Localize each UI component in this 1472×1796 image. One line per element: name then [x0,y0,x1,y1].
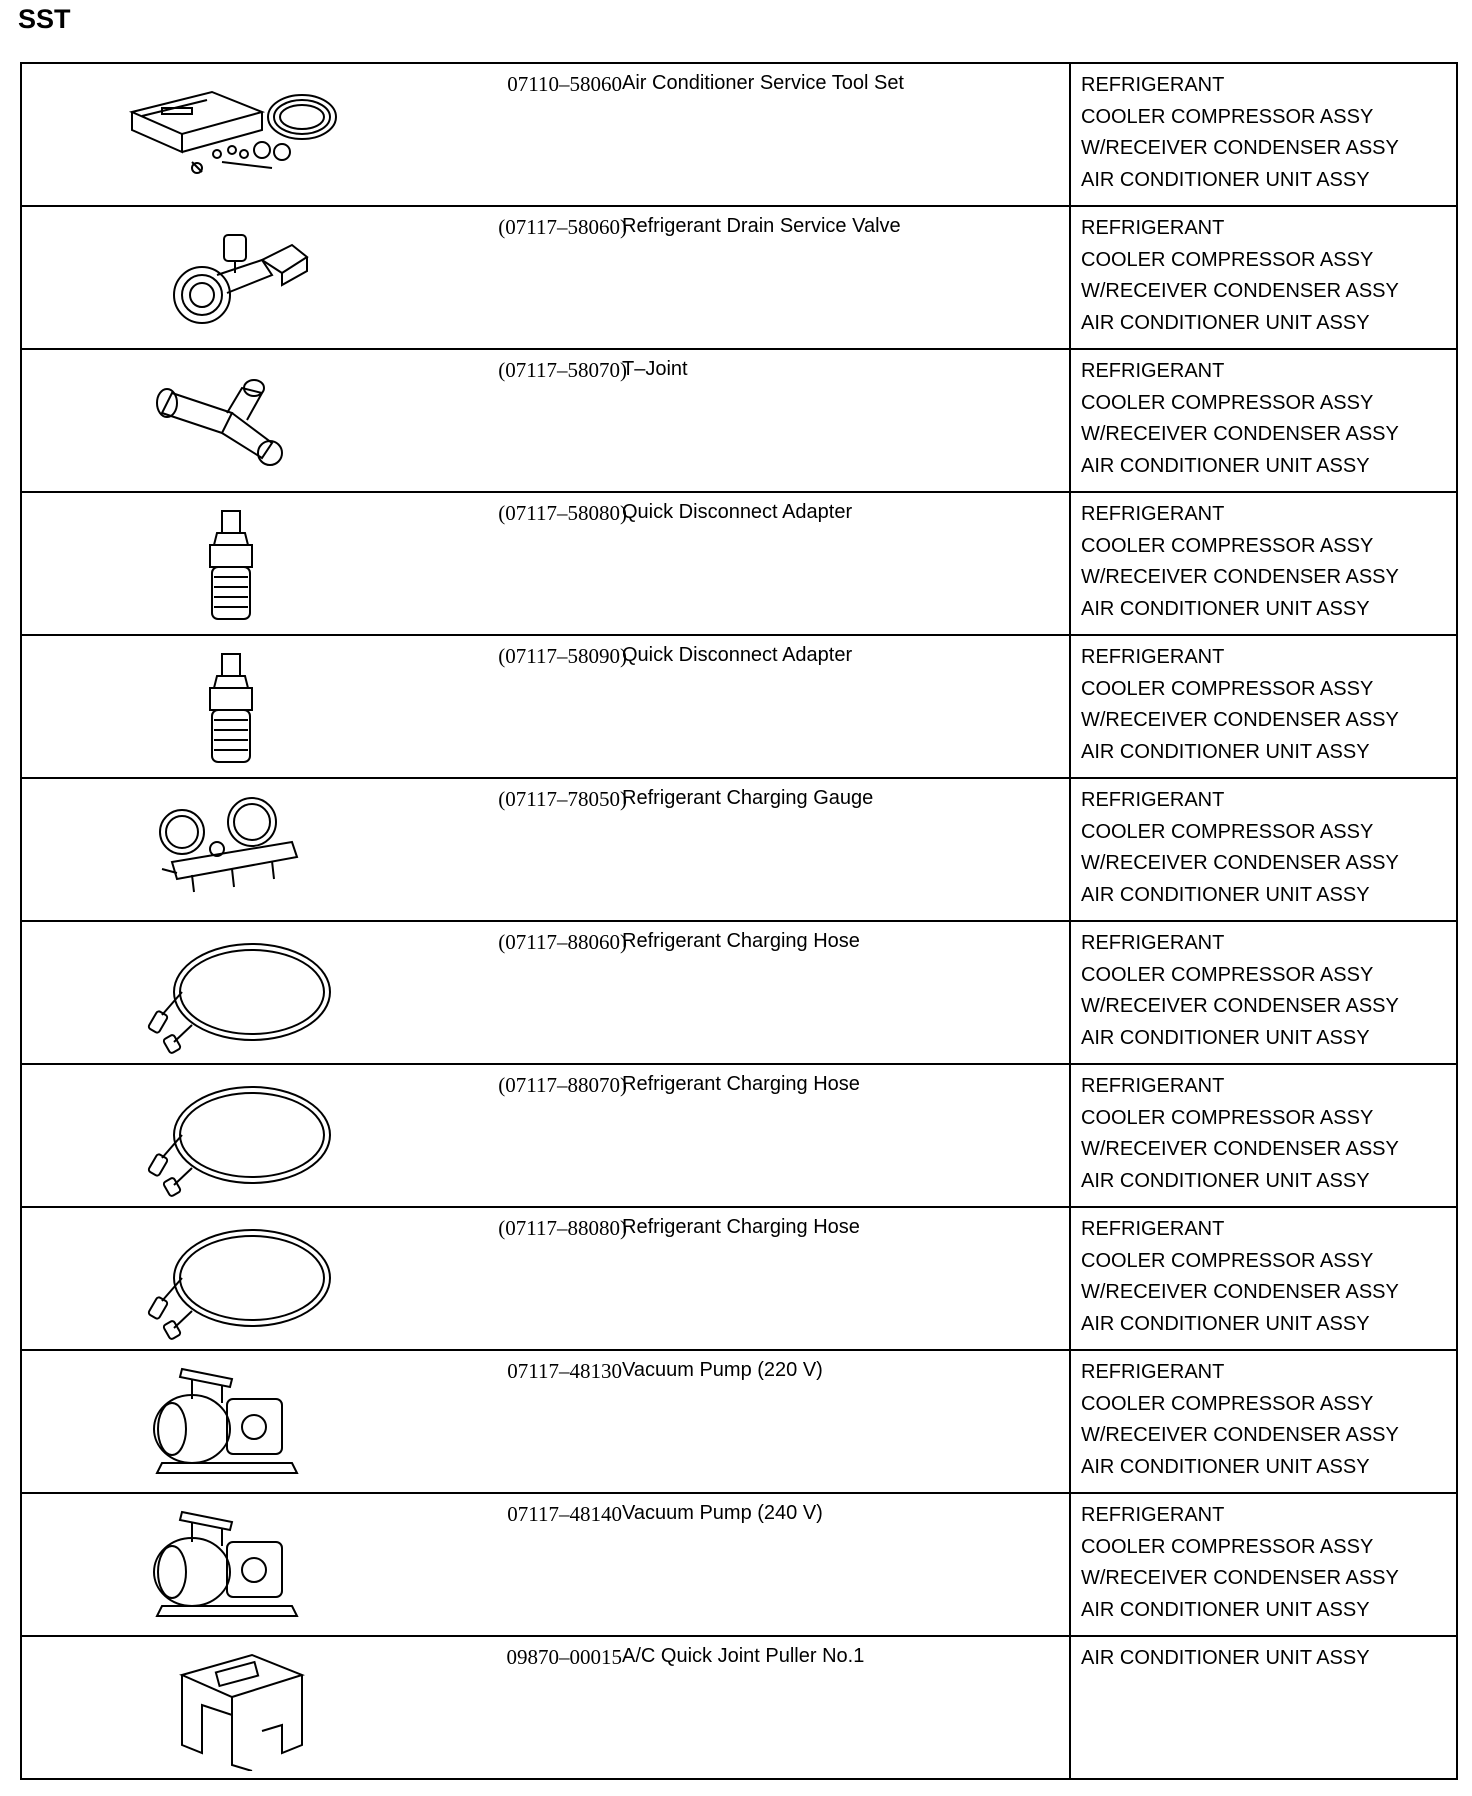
tool-info-cell [21,1064,1070,1207]
part-number: 09870–00015 [506,1645,622,1669]
part-name: Refrigerant Charging Hose [622,930,860,952]
applications-cell [1070,1493,1457,1636]
application-item: COOLER COMPRESSOR ASSY [1081,820,1374,843]
part-number: 07117–48140 [507,1502,622,1526]
tool-info-cell [21,921,1070,1064]
application-item: W/RECEIVER CONDENSER ASSY [1081,1567,1399,1589]
application-item: W/RECEIVER CONDENSER ASSY [1081,137,1399,159]
tool-row [21,1636,1457,1779]
part-number: (07117–88060) [498,930,627,954]
application-item: COOLER COMPRESSOR ASSY [1081,1535,1374,1558]
application-item: W/RECEIVER CONDENSER ASSY [1081,995,1399,1017]
applications-cell [1070,492,1457,635]
charging-gauge-icon [122,787,342,913]
application-item: W/RECEIVER CONDENSER ASSY [1081,852,1399,874]
tool-info-cell [21,1493,1070,1636]
part-number: 07117–48130 [507,1359,622,1383]
applications-cell [1070,206,1457,349]
joint-puller-icon [122,1645,342,1771]
tool-row [21,1064,1457,1207]
application-item: COOLER COMPRESSOR ASSY [1081,391,1374,414]
tool-info-cell [21,1207,1070,1350]
charging-hose-icon [122,1073,342,1199]
part-name: Quick Disconnect Adapter [622,501,853,523]
applications-cell [1070,1350,1457,1493]
application-item: REFRIGERANT [1081,1361,1225,1383]
part-name: Vacuum Pump (240 V) [622,1502,823,1524]
application-item: AIR CONDITIONER UNIT ASSY [1081,597,1370,620]
application-item: AIR CONDITIONER UNIT ASSY [1081,1598,1370,1621]
application-item: AIR CONDITIONER UNIT ASSY [1081,168,1370,191]
tool-info-cell [21,1350,1070,1493]
applications-cell [1070,921,1457,1064]
application-item: REFRIGERANT [1081,503,1225,525]
application-item: COOLER COMPRESSOR ASSY [1081,1392,1374,1415]
part-number: (07117–88070) [498,1073,627,1097]
application-item: AIR CONDITIONER UNIT ASSY [1081,454,1370,477]
part-name: Vacuum Pump (220 V) [622,1359,823,1381]
application-item: W/RECEIVER CONDENSER ASSY [1081,280,1399,302]
tool-info-cell [21,206,1070,349]
t-joint-icon [122,358,342,484]
quick-adapter-icon [122,644,342,770]
tool-row [21,635,1457,778]
tool-row [21,1207,1457,1350]
application-item: REFRIGERANT [1081,646,1225,668]
part-name: Refrigerant Charging Gauge [622,787,874,809]
part-number: (07117–78050) [498,787,627,811]
tool-row [21,63,1457,206]
applications-cell [1070,778,1457,921]
application-item: W/RECEIVER CONDENSER ASSY [1081,1424,1399,1446]
application-item: REFRIGERANT [1081,360,1225,382]
application-item: W/RECEIVER CONDENSER ASSY [1081,423,1399,445]
applications-cell [1070,1064,1457,1207]
tool-info-cell [21,1636,1070,1779]
application-item: REFRIGERANT [1081,789,1225,811]
part-number: (07117–88080) [498,1216,627,1240]
tool-row [21,921,1457,1064]
part-name: A/C Quick Joint Puller No.1 [622,1645,865,1667]
part-number: (07117–58070) [498,358,627,382]
application-item: W/RECEIVER CONDENSER ASSY [1081,709,1399,731]
drain-valve-icon [122,215,342,341]
tool-row [21,349,1457,492]
application-item: REFRIGERANT [1081,1218,1225,1240]
application-item: REFRIGERANT [1081,74,1225,96]
part-name: Refrigerant Charging Hose [622,1073,860,1095]
sst-table [20,62,1458,1780]
tool-row [21,1493,1457,1636]
tool-row [21,492,1457,635]
part-name: Refrigerant Charging Hose [622,1216,860,1238]
part-name: Quick Disconnect Adapter [622,644,853,666]
vacuum-pump-icon [122,1502,342,1628]
page-title: SST [18,4,71,34]
application-item: AIR CONDITIONER UNIT ASSY [1081,311,1370,334]
application-item: AIR CONDITIONER UNIT ASSY [1081,1312,1370,1335]
charging-hose-icon [122,1216,342,1342]
part-number: 07110–58060 [507,72,622,96]
application-item: REFRIGERANT [1081,1075,1225,1097]
application-item: COOLER COMPRESSOR ASSY [1081,1249,1374,1272]
application-item: REFRIGERANT [1081,1504,1225,1526]
part-number: (07117–58090) [498,644,627,668]
application-item: AIR CONDITIONER UNIT ASSY [1081,740,1370,763]
application-item: W/RECEIVER CONDENSER ASSY [1081,1281,1399,1303]
tool-info-cell [21,778,1070,921]
service-tool-set-icon [122,72,342,198]
tool-info-cell [21,492,1070,635]
applications-cell [1070,349,1457,492]
part-name: T–Joint [622,358,688,380]
application-item: AIR CONDITIONER UNIT ASSY [1081,1647,1370,1669]
application-item: COOLER COMPRESSOR ASSY [1081,105,1374,128]
application-item: AIR CONDITIONER UNIT ASSY [1081,1169,1370,1192]
part-name: Air Conditioner Service Tool Set [622,72,904,94]
applications-cell [1070,1636,1457,1779]
part-number: (07117–58060) [498,215,627,239]
part-number: (07117–58080) [498,501,627,525]
tool-info-cell [21,63,1070,206]
application-item: AIR CONDITIONER UNIT ASSY [1081,883,1370,906]
tool-info-cell [21,349,1070,492]
application-item: AIR CONDITIONER UNIT ASSY [1081,1026,1370,1049]
tool-row [21,778,1457,921]
vacuum-pump-icon [122,1359,342,1485]
application-item: W/RECEIVER CONDENSER ASSY [1081,566,1399,588]
tool-row [21,1350,1457,1493]
application-item: REFRIGERANT [1081,217,1225,239]
quick-adapter-icon [122,501,342,627]
tool-info-cell [21,635,1070,778]
applications-cell [1070,1207,1457,1350]
tool-row [21,206,1457,349]
part-name: Refrigerant Drain Service Valve [622,215,901,237]
application-item: COOLER COMPRESSOR ASSY [1081,963,1374,986]
application-item: COOLER COMPRESSOR ASSY [1081,677,1374,700]
application-item: COOLER COMPRESSOR ASSY [1081,534,1374,557]
application-item: W/RECEIVER CONDENSER ASSY [1081,1138,1399,1160]
application-item: AIR CONDITIONER UNIT ASSY [1081,1455,1370,1478]
application-item: COOLER COMPRESSOR ASSY [1081,1106,1374,1129]
applications-cell [1070,635,1457,778]
application-item: REFRIGERANT [1081,932,1225,954]
application-item: COOLER COMPRESSOR ASSY [1081,248,1374,271]
applications-cell [1070,63,1457,206]
charging-hose-icon [122,930,342,1056]
